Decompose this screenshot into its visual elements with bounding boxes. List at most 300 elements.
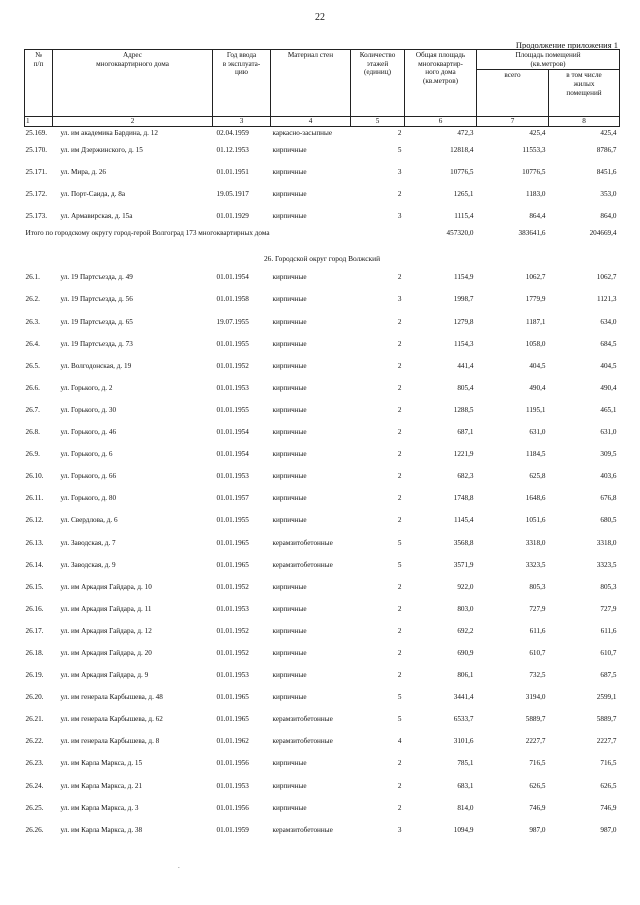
cell-no: 26.24. (25, 781, 44, 790)
table-row (25, 775, 620, 797)
cell-total: 10776,5 (450, 168, 474, 177)
cell-floors: 2 (397, 190, 402, 199)
cell-living: 746,9 (600, 803, 617, 812)
cell-total: 441,4 (457, 361, 474, 370)
cell-no: 26.2. (25, 295, 40, 304)
cell-living: 631,0 (600, 428, 617, 437)
cell-year: 01.01.1965 (216, 538, 249, 547)
column-number: 5 (351, 117, 405, 127)
cell-floors: 5 (397, 538, 402, 547)
table-row (25, 797, 620, 819)
cell-all: 10776,5 (522, 168, 546, 177)
cell-material: кирпичные (272, 428, 307, 437)
table-row (25, 488, 620, 510)
table-row (25, 554, 620, 576)
cell-all: 3323,5 (525, 560, 546, 569)
cell-all: 716,5 (529, 759, 546, 768)
header-total-area: Общая площадь многоквартир- ного дома (кв.метров) (405, 50, 477, 117)
cell-total: 6533,7 (453, 715, 474, 724)
cell-year: 01.01.1952 (216, 648, 249, 657)
cell-year: 01.01.1953 (216, 671, 249, 680)
cell-no: 26.14. (25, 560, 44, 569)
cell-living: 5889,7 (596, 715, 617, 724)
total-label: Итого по городскому округу город-герой Волгоград 173 многоквартирных дома (25, 228, 270, 237)
cell-living: 727,9 (600, 604, 617, 613)
cell-year: 01.01.1956 (216, 803, 249, 812)
cell-address: ул. им генерала Карбышева, д. 8 (60, 737, 160, 746)
cell-total: 785,1 (457, 759, 474, 768)
cell-total: 805,4 (457, 383, 474, 392)
cell-year: 01.01.1955 (216, 516, 249, 525)
cell-all: 1062,7 (525, 273, 546, 282)
cell-total: 472,3 (457, 128, 474, 137)
cell-year: 01.01.1952 (216, 626, 249, 635)
table-row (25, 127, 620, 140)
cell-floors: 2 (397, 648, 402, 657)
cell-total: 814,0 (457, 803, 474, 812)
cell-total: 3101,6 (453, 737, 474, 746)
cell-floors: 2 (397, 516, 402, 525)
cell-address: ул. им Карла Маркса, д. 3 (60, 803, 139, 812)
cell-total: 3571,9 (453, 560, 474, 569)
cell-all: 987,0 (529, 825, 546, 834)
cell-year: 01.01.1953 (216, 781, 249, 790)
cell-no: 26.17. (25, 626, 44, 635)
cell-all: 11553,3 (522, 146, 546, 154)
cell-address: ул. им Карла Маркса, д. 38 (60, 825, 143, 834)
cell-floors: 3 (397, 825, 402, 834)
cell-year: 01.12.1953 (216, 146, 249, 154)
cell-all: 631,0 (529, 428, 546, 437)
cell-material: кирпичные (272, 273, 307, 282)
cell-total: 1998,7 (453, 295, 474, 304)
cell-material: кирпичные (272, 693, 307, 702)
cell-year: 02.04.1959 (216, 128, 249, 137)
header-premises-all: всего (477, 70, 549, 117)
continuation-note: Продолжение приложения 1 (515, 40, 618, 50)
table-body (25, 127, 620, 841)
buildings-table (24, 49, 620, 841)
cell-material: кирпичные (272, 759, 307, 768)
cell-no: 25.173. (25, 212, 48, 221)
table-row (25, 161, 620, 183)
cell-year: 01.01.1953 (216, 383, 249, 392)
cell-total: 683,1 (457, 781, 474, 790)
cell-total: 12818,4 (450, 146, 474, 154)
cell-no: 26.23. (25, 759, 44, 768)
table-row (25, 709, 620, 731)
table-row (25, 377, 620, 399)
cell-material: керамзитобетонные (272, 737, 333, 746)
cell-living: 8451,6 (596, 168, 617, 177)
cell-all: 404,5 (529, 361, 546, 370)
table-row (25, 466, 620, 488)
cell-all: 610,7 (529, 648, 546, 657)
cell-total: 1145,4 (454, 516, 474, 525)
cell-floors: 3 (397, 212, 402, 221)
cell-material: кирпичные (272, 582, 307, 591)
table-row (25, 598, 620, 620)
cell-year: 01.01.1958 (216, 295, 249, 304)
cell-living: 626,5 (600, 781, 617, 790)
cell-all: 1058,0 (525, 339, 546, 348)
cell-no: 26.16. (25, 604, 44, 613)
cell-material: кирпичные (272, 781, 307, 790)
buildings-table-container (24, 49, 619, 841)
cell-material: кирпичные (272, 604, 307, 613)
cell-year: 01.01.1952 (216, 361, 249, 370)
cell-living: 805,3 (600, 582, 617, 591)
cell-material: кирпичные (272, 803, 307, 812)
cell-living: 716,5 (600, 759, 617, 768)
cell-year: 01.01.1954 (216, 450, 249, 459)
cell-material: кирпичные (272, 212, 307, 221)
cell-material: кирпичные (272, 450, 307, 459)
cell-total: 1154,3 (454, 339, 474, 348)
cell-floors: 2 (397, 604, 402, 613)
cell-total: 3441,4 (453, 693, 474, 702)
table-row (25, 642, 620, 664)
cell-year: 01.01.1953 (216, 604, 249, 613)
cell-total: 1748,8 (453, 494, 474, 503)
cell-living: 634,0 (600, 317, 617, 326)
cell-no: 25.169. (25, 128, 48, 137)
cell-floors: 2 (397, 428, 402, 437)
header-floors: Количество этажей (единиц) (351, 50, 405, 117)
cell-address: ул. им генерала Карбышева, д. 48 (60, 693, 163, 702)
table-row (25, 664, 620, 686)
cell-material: кирпичные (272, 361, 307, 370)
cell-no: 26.3. (25, 317, 40, 326)
cell-floors: 2 (397, 803, 402, 812)
header-material: Материал стен (271, 50, 351, 117)
column-numbers-row (25, 117, 620, 127)
cell-address: ул. им Аркадия Гайдара, д. 10 (60, 582, 152, 591)
cell-all: 1195,1 (526, 405, 546, 414)
cell-material: кирпичные (272, 626, 307, 635)
page-number: 22 (315, 12, 325, 23)
cell-material: кирпичные (272, 405, 307, 414)
cell-address: ул. им Аркадия Гайдара, д. 9 (60, 671, 149, 680)
cell-all: 1648,6 (525, 494, 546, 503)
cell-address: ул. Армавирская, д. 15а (60, 212, 133, 221)
cell-material: кирпичные (272, 190, 307, 199)
cell-no: 25.171. (25, 168, 48, 177)
cell-address: ул. Заводская, д. 9 (60, 560, 116, 569)
cell-material: кирпичные (272, 472, 307, 481)
cell-all: 611,6 (529, 626, 546, 635)
cell-material: кирпичные (272, 339, 307, 348)
cell-year: 01.01.1965 (216, 560, 249, 569)
cell-no: 26.5. (25, 361, 40, 370)
cell-no: 26.22. (25, 737, 44, 746)
cell-material: кирпичные (272, 383, 307, 392)
table-row (25, 532, 620, 554)
column-number: 7 (477, 117, 549, 127)
cell-total: 806,1 (457, 671, 474, 680)
cell-living: 2599,1 (596, 693, 617, 702)
cell-address: ул. Свердлова, д. 6 (60, 516, 118, 525)
table-row (25, 576, 620, 598)
cell-material: керамзитобетонные (272, 715, 333, 724)
cell-year: 01.01.1954 (216, 273, 249, 282)
cell-floors: 2 (397, 405, 402, 414)
cell-material: кирпичные (272, 671, 307, 680)
cell-material: керамзитобетонные (272, 825, 333, 834)
cell-year: 01.01.1962 (216, 737, 249, 746)
cell-all: 864,4 (529, 212, 546, 221)
cell-floors: 5 (397, 693, 402, 702)
cell-no: 26.1. (25, 273, 40, 282)
cell-no: 26.13. (25, 538, 44, 547)
cell-address: ул. им Карла Маркса, д. 21 (60, 781, 143, 790)
cell-all: 1184,5 (526, 450, 546, 459)
cell-year: 01.01.1952 (216, 582, 249, 591)
cell-no: 26.12. (25, 516, 44, 525)
cell-floors: 2 (397, 128, 402, 137)
cell-floors: 2 (397, 671, 402, 680)
section-row (25, 253, 620, 267)
column-number: 1 (25, 117, 53, 127)
cell-no: 26.19. (25, 671, 44, 680)
table-row (25, 510, 620, 532)
total-all: 383641,6 (518, 228, 546, 237)
column-number: 4 (271, 117, 351, 127)
cell-living: 610,7 (600, 648, 617, 657)
cell-floors: 2 (397, 494, 402, 503)
table-header (25, 50, 620, 127)
cell-year: 01.01.1955 (216, 339, 249, 348)
cell-floors: 2 (397, 273, 402, 282)
cell-floors: 4 (397, 737, 402, 746)
cell-all: 1187,1 (526, 317, 546, 326)
cell-address: ул. Горького, д. 80 (60, 494, 117, 503)
header-no: № п/п (25, 50, 53, 117)
cell-living: 687,5 (600, 671, 617, 680)
cell-address: ул. Горького, д. 30 (60, 405, 117, 414)
cell-living: 3323,5 (596, 560, 617, 569)
column-number: 3 (213, 117, 271, 127)
cell-living: 465,1 (600, 405, 617, 414)
cell-address: ул. Горького, д. 6 (60, 450, 113, 459)
cell-all: 727,9 (529, 604, 546, 613)
cell-address: ул. 19 Партсъезда, д. 73 (60, 339, 133, 348)
table-row (25, 399, 620, 421)
cell-year: 01.01.1955 (216, 405, 249, 414)
table-row (25, 333, 620, 355)
cell-floors: 5 (397, 146, 402, 154)
cell-floors: 2 (397, 317, 402, 326)
cell-all: 490,4 (529, 383, 546, 392)
header-premises-area: Площадь помещений (кв.метров) (477, 50, 620, 70)
cell-all: 626,5 (529, 781, 546, 790)
cell-no: 26.9. (25, 450, 40, 459)
cell-material: кирпичные (272, 648, 307, 657)
table-row (25, 753, 620, 775)
header-year: Год ввода в эксплуата- цию (213, 50, 271, 117)
cell-all: 425,4 (529, 128, 546, 137)
cell-total: 1094,9 (453, 825, 474, 834)
total-empty (351, 228, 405, 253)
cell-living: 1062,7 (596, 273, 617, 282)
cell-address: ул. им Дзержинского, д. 15 (60, 146, 143, 154)
cell-all: 805,3 (529, 582, 546, 591)
cell-material: кирпичные (272, 317, 307, 326)
cell-year: 01.01.1965 (216, 693, 249, 702)
cell-no: 26.21. (25, 715, 44, 724)
cell-all: 3318,0 (525, 538, 546, 547)
table-row (25, 686, 620, 708)
cell-living: 404,5 (600, 361, 617, 370)
cell-material: кирпичные (272, 146, 307, 154)
total-row (25, 228, 620, 253)
cell-total: 687,1 (457, 428, 474, 437)
cell-total: 690,9 (457, 648, 474, 657)
cell-total: 682,3 (457, 472, 474, 481)
cell-no: 26.25. (25, 803, 44, 812)
cell-floors: 5 (397, 715, 402, 724)
cell-living: 353,0 (600, 190, 617, 199)
cell-total: 1115,4 (454, 212, 474, 221)
cell-year: 01.01.1956 (216, 759, 249, 768)
cell-living: 684,5 (600, 339, 617, 348)
cell-address: ул. им Аркадия Гайдара, д. 12 (60, 626, 152, 635)
cell-total: 1265,1 (453, 190, 474, 199)
cell-floors: 2 (397, 781, 402, 790)
cell-address: ул. им генерала Карбышева, д. 62 (60, 715, 163, 724)
cell-living: 309,5 (600, 450, 617, 459)
cell-total: 1221,9 (453, 450, 474, 459)
cell-living: 425,4 (600, 128, 617, 137)
table-row (25, 311, 620, 333)
column-number: 2 (53, 117, 213, 127)
cell-material: кирпичные (272, 494, 307, 503)
cell-address: ул. Волгодонская, д. 19 (60, 361, 132, 370)
cell-total: 922,0 (457, 582, 474, 591)
cell-floors: 2 (397, 450, 402, 459)
cell-total: 1154,9 (454, 273, 474, 282)
cell-all: 746,9 (529, 803, 546, 812)
cell-material: кирпичные (272, 295, 307, 304)
cell-no: 26.15. (25, 582, 44, 591)
cell-no: 25.170. (25, 146, 48, 154)
cell-year: 01.01.1957 (216, 494, 249, 503)
cell-material: керамзитобетонные (272, 560, 333, 569)
table-row (25, 183, 620, 205)
cell-no: 26.20. (25, 693, 44, 702)
cell-no: 26.4. (25, 339, 40, 348)
cell-year: 01.01.1965 (216, 715, 249, 724)
cell-living: 403,6 (600, 472, 617, 481)
cell-all: 1183,0 (526, 190, 546, 199)
total-total: 457320,0 (446, 228, 474, 237)
cell-no: 26.18. (25, 648, 44, 657)
cell-address: ул. им академика Бардина, д. 12 (60, 128, 158, 137)
cell-total: 3568,8 (453, 538, 474, 547)
cell-no: 26.8. (25, 428, 40, 437)
cell-address: ул. 19 Партсъезда, д. 65 (60, 317, 133, 326)
table-row (25, 443, 620, 465)
cell-no: 26.7. (25, 405, 40, 414)
table-row (25, 206, 620, 228)
cell-address: ул. 19 Партсъезда, д. 56 (60, 295, 133, 304)
cell-address: ул. им Карла Маркса, д. 15 (60, 759, 143, 768)
cell-all: 732,5 (529, 671, 546, 680)
cell-all: 3194,0 (525, 693, 546, 702)
cell-floors: 2 (397, 582, 402, 591)
cell-address: ул. Горького, д. 66 (60, 472, 117, 481)
cell-all: 1051,6 (525, 516, 546, 525)
cell-total: 692,2 (457, 626, 474, 635)
cell-floors: 2 (397, 472, 402, 481)
cell-all: 1779,9 (525, 295, 546, 304)
cell-address: ул. им Аркадия Гайдара, д. 11 (60, 604, 152, 613)
cell-all: 2227,7 (525, 737, 546, 746)
cell-living: 1121,3 (597, 295, 617, 304)
cell-living: 8786,7 (596, 146, 617, 154)
cell-living: 987,0 (600, 825, 617, 834)
cell-address: ул. 19 Партсъезда, д. 49 (60, 273, 133, 282)
cell-material: каркасно-засыпные (272, 128, 333, 137)
cell-material: керамзитобетонные (272, 538, 333, 547)
cell-floors: 3 (397, 168, 402, 177)
cell-floors: 3 (397, 295, 402, 304)
cell-no: 26.10. (25, 472, 44, 481)
cell-all: 625,8 (529, 472, 546, 481)
cell-living: 680,5 (600, 516, 617, 525)
cell-year: 01.01.1953 (216, 472, 249, 481)
table-row (25, 819, 620, 841)
cell-no: 26.11. (25, 494, 44, 503)
cell-floors: 2 (397, 759, 402, 768)
cell-year: 19.07.1955 (216, 317, 249, 326)
table-row (25, 421, 620, 443)
cell-address: ул. Горького, д. 2 (60, 383, 113, 392)
cell-floors: 2 (397, 383, 402, 392)
cell-year: 01.01.1951 (216, 168, 249, 177)
cell-no: 25.172. (25, 190, 48, 199)
cell-no: 26.26. (25, 825, 44, 834)
cell-no: 26.6. (25, 383, 40, 392)
cell-floors: 5 (397, 560, 402, 569)
cell-floors: 2 (397, 361, 402, 370)
cell-living: 2227,7 (596, 737, 617, 746)
cell-year: 19.05.1917 (216, 190, 249, 199)
table-row (25, 355, 620, 377)
cell-address: ул. Заводская, д. 7 (60, 538, 116, 547)
cell-living: 676,8 (600, 494, 617, 503)
cell-material: кирпичные (272, 516, 307, 525)
table-row (25, 289, 620, 311)
cell-total: 1288,5 (453, 405, 474, 414)
cell-floors: 2 (397, 626, 402, 635)
cell-address: ул. Порт-Саида, д. 8а (60, 190, 126, 199)
cell-year: 01.01.1954 (216, 428, 249, 437)
cell-year: 01.01.1929 (216, 212, 249, 221)
column-number: 8 (549, 117, 620, 127)
section-title: 26. Городской округ город Волжский (263, 254, 381, 264)
cell-floors: 2 (397, 339, 402, 348)
cell-year: 01.01.1959 (216, 825, 249, 834)
cell-living: 611,6 (600, 626, 617, 635)
cell-all: 5889,7 (525, 715, 546, 724)
cell-living: 864,0 (600, 212, 617, 221)
total-living: 204669,4 (589, 228, 617, 237)
table-row (25, 267, 620, 289)
column-number: 6 (405, 117, 477, 127)
cell-living: 3318,0 (596, 538, 617, 547)
table-row (25, 620, 620, 642)
